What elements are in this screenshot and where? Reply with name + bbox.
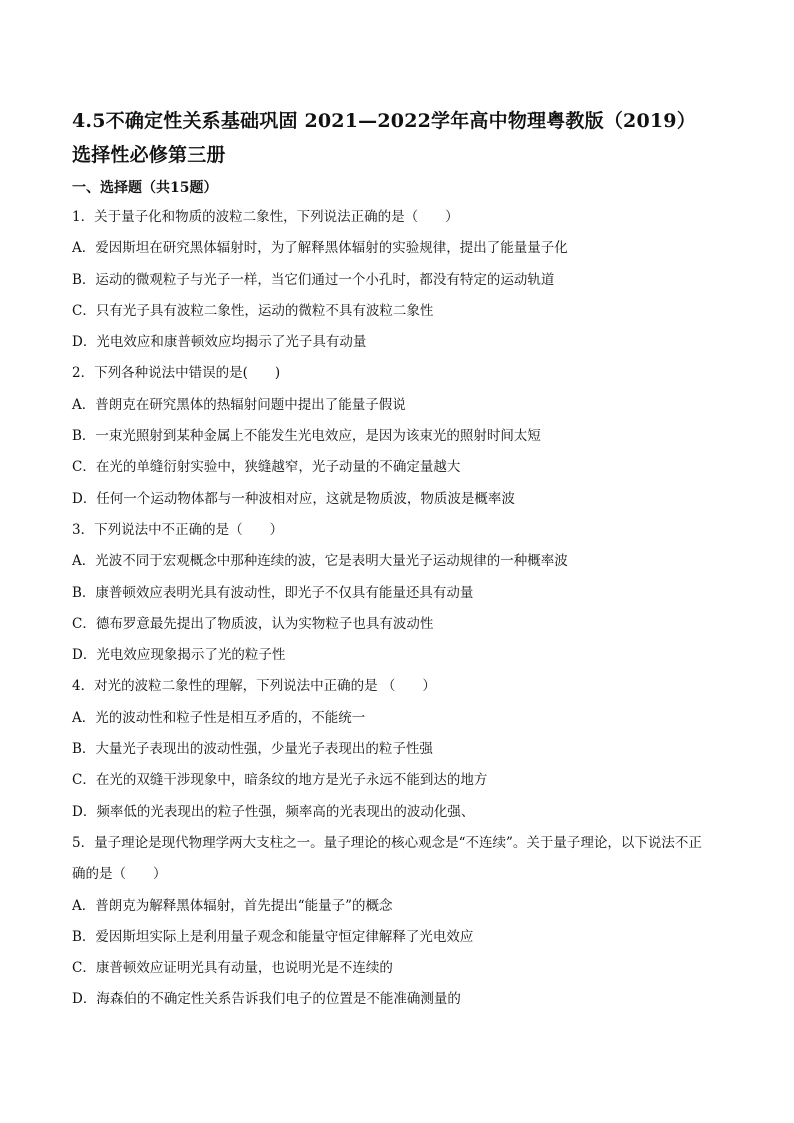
question-stem-line-1: 5．量子理论是现代物理学两大支柱之一。量子理论的核心观念是“不连续”。关于量子理论，以下说法不正	[72, 834, 702, 851]
document-title-line-1: 4.5不确定性关系基础巩固 2021—2022学年高中物理粤教版（2019）	[72, 110, 696, 132]
option-a: A．爱因斯坦在研究黑体辐射时，为了解释黑体辐射的实验规律，提出了能量量子化	[72, 240, 568, 257]
option-d: D．海森伯的不确定性关系告诉我们电子的位置是不能准确测量的	[72, 991, 461, 1008]
question-stem: 4．对光的波粒二象性的理解，下列说法中正确的是 （ ）	[72, 678, 436, 695]
option-b: B．大量光子表现出的波动性强，少量光子表现出的粒子性强	[72, 741, 433, 758]
option-b: B．运动的微观粒子与光子一样，当它们通过一个小孔时，都没有特定的运动轨道	[72, 271, 555, 288]
document-title-line-2: 选择性必修第三册	[72, 144, 226, 166]
option-d: D．任何一个运动物体都与一种波相对应，这就是物质波，物质波是概率波	[72, 490, 515, 507]
question-4	[72, 671, 722, 827]
option-b: B．康普顿效应表明光具有波动性，即光子不仅具有能量还具有动量	[72, 584, 474, 601]
option-c: C．在光的双缝干涉现象中，暗条纹的地方是光子永远不能到达的地方	[72, 772, 488, 789]
option-c: C．在光的单缝衍射实验中，狭缝越窄，光子动量的不确定量越大	[72, 459, 461, 476]
question-3	[72, 515, 722, 671]
question-stem-line-2: 确的是（ ）	[72, 866, 167, 883]
question-5	[72, 828, 722, 1016]
option-b: B．爱因斯坦实际上是利用量子观念和能量守恒定律解释了光电效应	[72, 928, 474, 945]
option-b: B．一束光照射到某种金属上不能发生光电效应，是因为该束光的照射时间太短	[72, 428, 541, 445]
option-d: D．频率低的光表现出的粒子性强，频率高的光表现出的波动化强、	[72, 803, 475, 820]
document-page	[72, 104, 722, 1016]
option-c: C．德布罗意最先提出了物质波，认为实物粒子也具有波动性	[72, 615, 434, 632]
question-stem: 3．下列说法中不正确的是（ ）	[72, 521, 284, 538]
question-stem: 2．下列各种说法中错误的是( )	[72, 365, 281, 382]
question-1	[72, 202, 722, 358]
option-a: A．光波不同于宏观概念中那种连续的波，它是表明大量光子运动规律的一种概率波	[72, 553, 568, 570]
option-c: C．康普顿效应证明光具有动量，也说明光是不连续的	[72, 960, 393, 977]
section-heading: 一、选择题（共15题）	[72, 180, 218, 196]
question-2	[72, 358, 722, 514]
option-c: C．只有光子具有波粒二象性，运动的微粒不具有波粒二象性	[72, 302, 434, 319]
question-stem: 1．关于量子化和物质的波粒二象性，下列说法正确的是（ ）	[72, 209, 459, 225]
option-d: D．光电效应和康普顿效应均揭示了光子具有动量	[72, 334, 367, 351]
option-a: A．光的波动性和粒子性是相互矛盾的，不能统一	[72, 709, 366, 726]
option-a: A．普朗克在研究黑体的热辐射问题中提出了能量子假说	[72, 396, 406, 413]
option-a: A．普朗克为解释黑体辐射，首先提出“能量子”的概念	[72, 897, 393, 914]
option-d: D．光电效应现象揭示了光的粒子性	[72, 647, 286, 664]
